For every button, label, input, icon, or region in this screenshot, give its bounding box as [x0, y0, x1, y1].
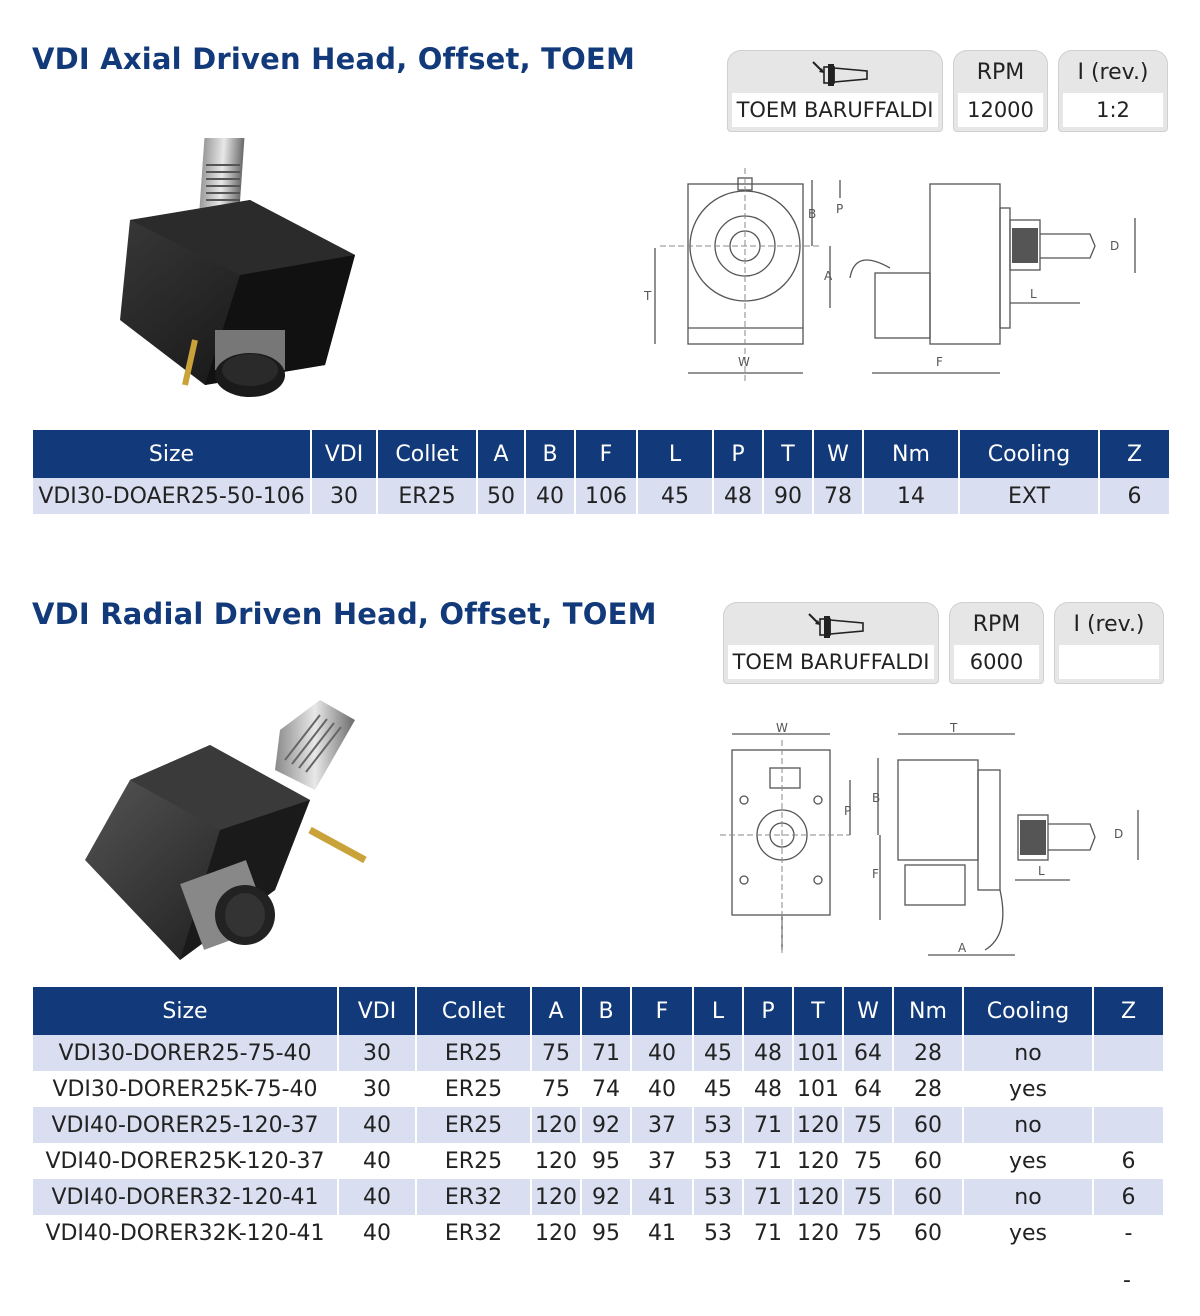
cell: 53 [693, 1215, 743, 1251]
cell: 41 [631, 1179, 693, 1215]
header-z: Z [1093, 987, 1163, 1035]
cell: 60 [893, 1143, 963, 1179]
table-row [33, 1179, 1163, 1215]
header-p: P [743, 987, 793, 1035]
cell: no [963, 1107, 1093, 1143]
cell: 75 [531, 1035, 581, 1071]
rpm-box [949, 602, 1044, 684]
cell: 40 [631, 1035, 693, 1071]
cell: 53 [693, 1143, 743, 1179]
dim-label-w: W [738, 355, 750, 369]
cell: VDI40-DORER32K-120-41 [33, 1215, 338, 1251]
cell: 120 [531, 1107, 581, 1143]
section1-title: VDI Axial Driven Head, Offset, TOEM [32, 42, 636, 76]
cell: 64 [843, 1071, 893, 1107]
cell [1093, 1107, 1163, 1143]
header-a: A [531, 987, 581, 1035]
header-cooling: Cooling [959, 430, 1099, 478]
cell: 71 [743, 1215, 793, 1251]
header-vdi: VDI [311, 430, 377, 478]
cell: 95 [581, 1143, 631, 1179]
cell: 92 [581, 1107, 631, 1143]
holder-label: TOEM BARUFFALDI [732, 93, 938, 127]
rpm-label: RPM [976, 60, 1025, 85]
cell: 50 [477, 478, 525, 514]
cell: 75 [531, 1071, 581, 1107]
cell: 90 [763, 478, 813, 514]
rpm-value: 12000 [958, 93, 1043, 127]
cell: 48 [743, 1071, 793, 1107]
header-nm: Nm [863, 430, 959, 478]
cell: 6 [1121, 1148, 1136, 1174]
holder-info-box [727, 50, 943, 132]
cell: 28 [893, 1071, 963, 1107]
cell: 120 [531, 1143, 581, 1179]
cell: VDI30-DORER25K-75-40 [33, 1071, 338, 1107]
cell: 106 [575, 478, 637, 514]
header-w: W [813, 430, 863, 478]
cell: 45 [693, 1071, 743, 1107]
header-vdi: VDI [338, 987, 416, 1035]
cell: yes [963, 1071, 1093, 1107]
cell: 120 [793, 1215, 843, 1251]
cell: 6 [1099, 478, 1169, 514]
dim-label-a: A [958, 941, 967, 955]
cell: 71 [743, 1107, 793, 1143]
header-size: Size [33, 987, 338, 1035]
cell: 75 [843, 1215, 893, 1251]
header-b: B [581, 987, 631, 1035]
dim-label-b: B [808, 207, 817, 221]
table-row [33, 1215, 1163, 1251]
header-t: T [763, 430, 813, 478]
cell: 48 [743, 1035, 793, 1071]
header-nm: Nm [893, 987, 963, 1035]
holder-label: TOEM BARUFFALDI [728, 645, 934, 679]
ratio-value: 1:2 [1063, 93, 1163, 127]
dim-label-l: L [1038, 864, 1045, 878]
cell: - [1124, 1220, 1133, 1246]
dim-label-t: T [950, 721, 958, 735]
table-header-row [33, 987, 1163, 1035]
ratio-box [1054, 602, 1164, 684]
cell: 60 [893, 1179, 963, 1215]
dim-label-t: T [644, 289, 652, 303]
trailing-z-value: - [1123, 1268, 1131, 1293]
cell: 71 [743, 1143, 793, 1179]
cell: ER25 [416, 1107, 531, 1143]
header-w: W [843, 987, 893, 1035]
cell: 40 [338, 1215, 416, 1251]
cell: 40 [525, 478, 575, 514]
cell: 53 [693, 1107, 743, 1143]
cell: no [963, 1035, 1093, 1071]
section2-title: VDI Radial Driven Head, Offset, TOEM [32, 597, 657, 631]
radial-head-product-image [70, 690, 380, 975]
cell: 120 [531, 1179, 581, 1215]
header-p: P [713, 430, 763, 478]
cell: ER32 [416, 1215, 531, 1251]
cell: 120 [793, 1179, 843, 1215]
holder-info-box [723, 602, 939, 684]
header-l: L [693, 987, 743, 1035]
cell: 60 [893, 1215, 963, 1251]
cell: 71 [581, 1035, 631, 1071]
dim-label-l: L [1030, 287, 1037, 301]
cell: no [963, 1179, 1093, 1215]
cell: 45 [637, 478, 713, 514]
cell: 92 [581, 1179, 631, 1215]
ratio-value [1059, 645, 1159, 679]
dim-label-f: F [936, 355, 943, 369]
radial-head-spec-table [33, 987, 1163, 1251]
table-row [33, 1143, 1163, 1179]
ratio-label: I (rev.) [1073, 612, 1145, 637]
cell: 120 [793, 1143, 843, 1179]
cell [1093, 1035, 1163, 1071]
dim-label-f: F [872, 867, 879, 881]
cell: 14 [863, 478, 959, 514]
cell: EXT [959, 478, 1099, 514]
holder-icon [803, 610, 867, 640]
dim-label-a: A [824, 269, 833, 283]
ratio-box [1058, 50, 1168, 132]
cell: 45 [693, 1035, 743, 1071]
table-row [33, 478, 1169, 514]
cell: 30 [338, 1071, 416, 1107]
table-header-row [33, 430, 1169, 478]
header-collet: Collet [377, 430, 477, 478]
cell: 40 [338, 1107, 416, 1143]
cell: ER32 [416, 1179, 531, 1215]
cell: 30 [338, 1035, 416, 1071]
cell: 30 [311, 478, 377, 514]
header-f: F [631, 987, 693, 1035]
dim-label-p: P [836, 202, 844, 216]
cell: 101 [793, 1071, 843, 1107]
rpm-label: RPM [972, 612, 1021, 637]
dim-label-d: D [1110, 239, 1120, 253]
cell: 37 [631, 1143, 693, 1179]
cell: 37 [631, 1107, 693, 1143]
header-a: A [477, 430, 525, 478]
axial-head-product-image [100, 130, 370, 400]
cell: VDI40-DORER32-120-41 [33, 1179, 338, 1215]
cell: 75 [843, 1179, 893, 1215]
header-z: Z [1099, 430, 1169, 478]
header-t: T [793, 987, 843, 1035]
radial-head-technical-drawing [720, 720, 1160, 975]
cell: 28 [893, 1035, 963, 1071]
cell: 71 [743, 1179, 793, 1215]
cell: 64 [843, 1035, 893, 1071]
table-row [33, 1071, 1163, 1107]
cell: 40 [338, 1143, 416, 1179]
axial-head-technical-drawing [640, 168, 1160, 398]
cell: yes [963, 1143, 1093, 1179]
cell: yes [963, 1215, 1093, 1251]
cell: 78 [813, 478, 863, 514]
header-b: B [525, 430, 575, 478]
cell: 75 [843, 1107, 893, 1143]
axial-head-spec-table [33, 430, 1169, 514]
dim-label-p: P [844, 804, 852, 818]
cell: VDI40-DORER25-120-37 [33, 1107, 338, 1143]
cell: 95 [581, 1215, 631, 1251]
cell: 101 [793, 1035, 843, 1071]
cell: 53 [693, 1179, 743, 1215]
cell: VDI30-DORER25-75-40 [33, 1035, 338, 1071]
cell: 6 [1093, 1179, 1163, 1215]
holder-icon [807, 58, 871, 88]
rpm-box [953, 50, 1048, 132]
header-collet: Collet [416, 987, 531, 1035]
dim-label-d: D [1114, 827, 1124, 841]
cell: VDI30-DOAER25-50-106 [33, 478, 311, 514]
header-cooling: Cooling [963, 987, 1093, 1035]
cell: 60 [893, 1107, 963, 1143]
header-l: L [637, 430, 713, 478]
dim-label-b: B [872, 791, 881, 805]
table-row [33, 1107, 1163, 1143]
header-f: F [575, 430, 637, 478]
header-size: Size [33, 430, 311, 478]
cell: 48 [713, 478, 763, 514]
rpm-value: 6000 [954, 645, 1039, 679]
cell: ER25 [377, 478, 477, 514]
cell: ER25 [416, 1035, 531, 1071]
ratio-label: I (rev.) [1077, 60, 1149, 85]
cell: 40 [338, 1179, 416, 1215]
cell: 120 [793, 1107, 843, 1143]
dim-label-w: W [776, 721, 788, 735]
cell: VDI40-DORER25K-120-37 [33, 1143, 338, 1179]
cell: 120 [531, 1215, 581, 1251]
cell: 40 [631, 1071, 693, 1107]
cell: ER25 [416, 1071, 531, 1107]
cell: ER25 [416, 1143, 531, 1179]
cell: 75 [843, 1143, 893, 1179]
cell: 74 [581, 1071, 631, 1107]
table-row [33, 1035, 1163, 1071]
cell: 41 [631, 1215, 693, 1251]
cell [1093, 1071, 1163, 1107]
